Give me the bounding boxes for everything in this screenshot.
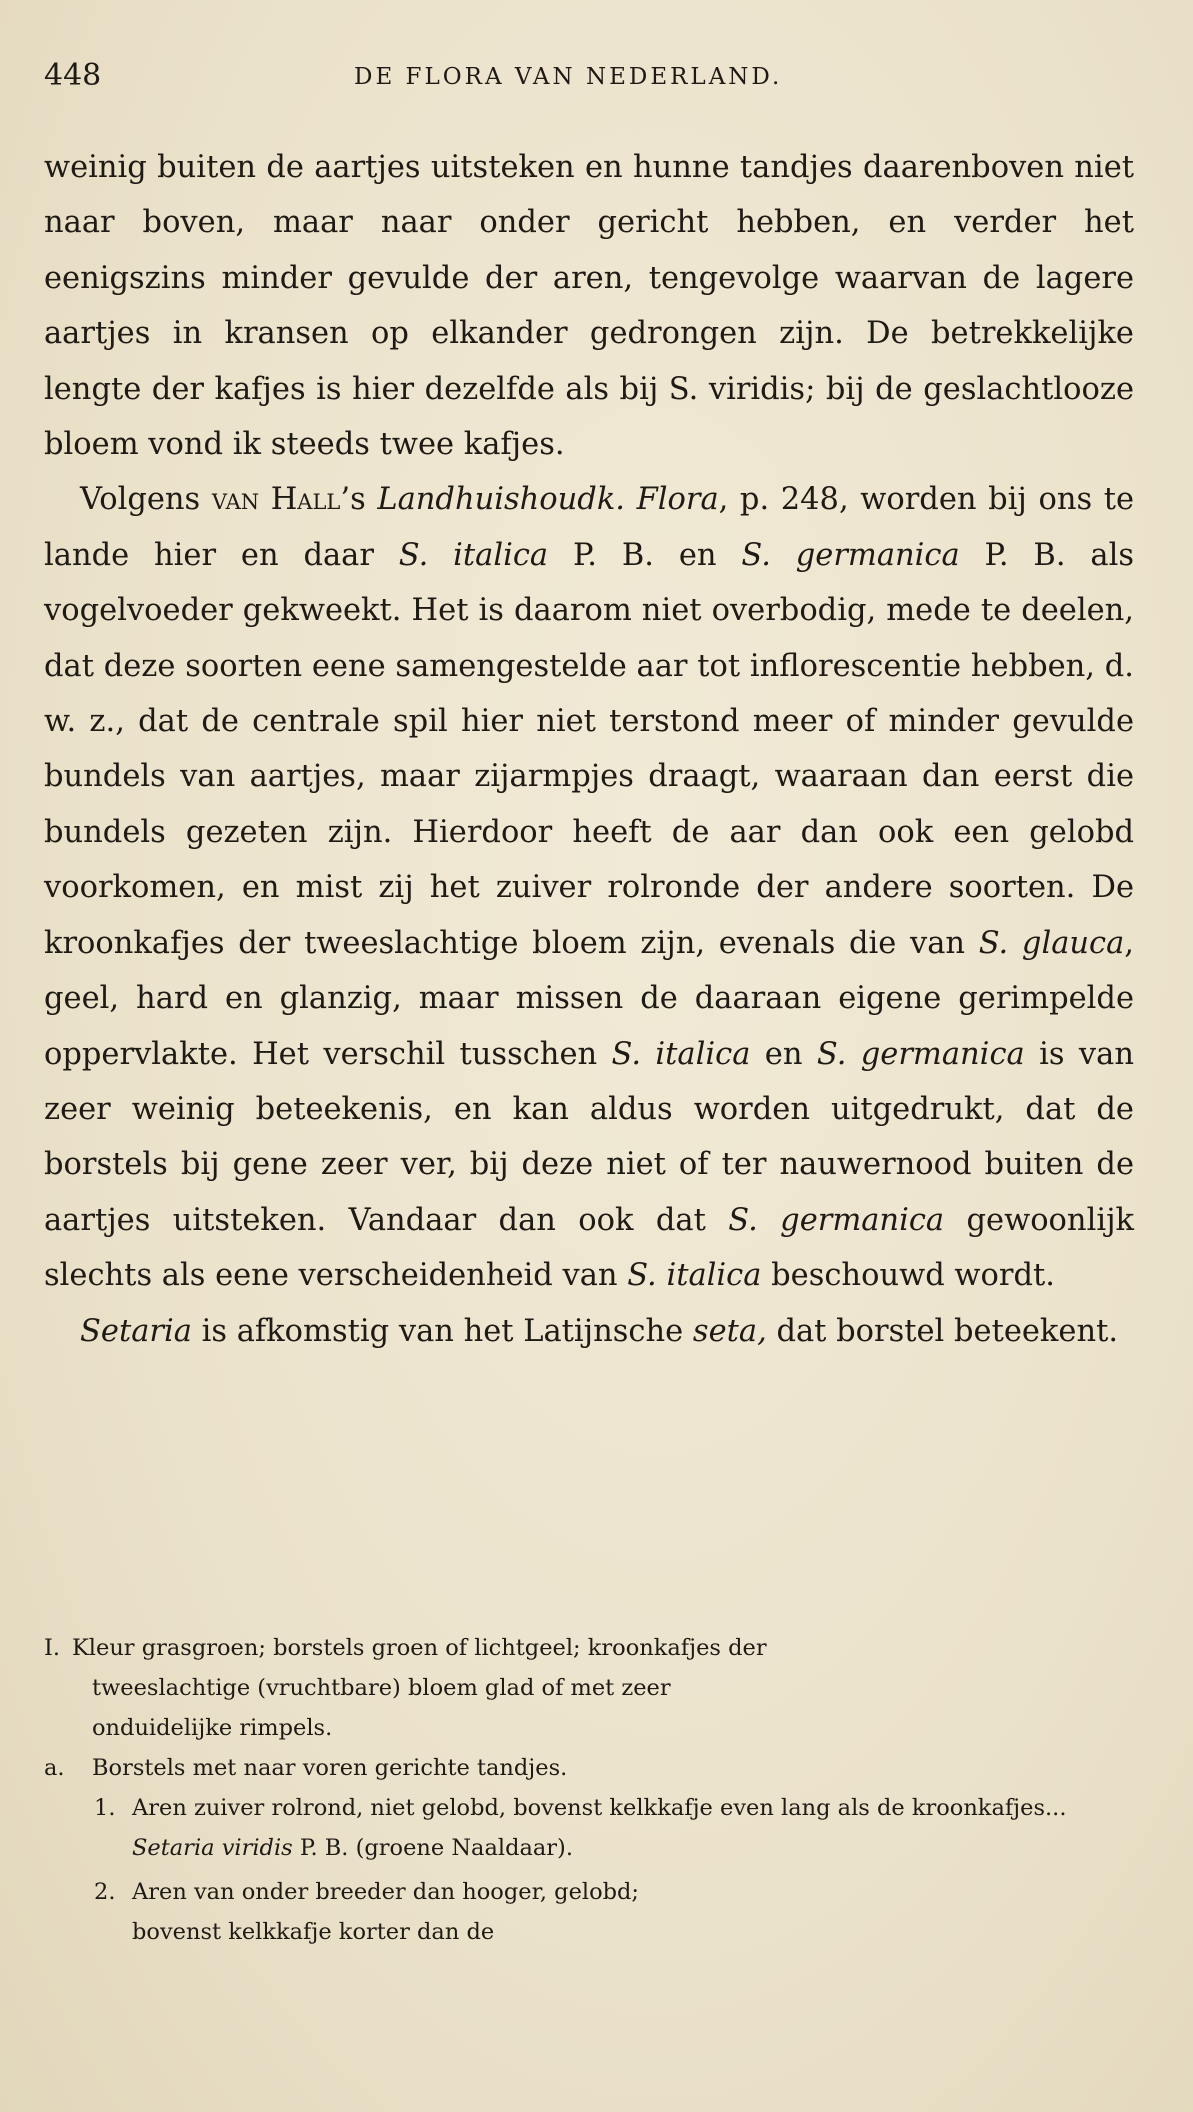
key-marker: I.	[44, 1635, 61, 1661]
key-text	[132, 1788, 1132, 1868]
author-name: van Hall	[211, 482, 341, 518]
key-entry-2	[44, 1872, 1134, 1952]
key-description: Aren zuiver rolrond, niet gelobd, bovenst kelkkafje even lang als de kroonkafjes...	[132, 1795, 1067, 1821]
key-text: Borstels met naar voren gerichte tandjes.	[92, 1755, 568, 1781]
species-name: S. germanica	[741, 537, 960, 573]
species-name: S. italica	[611, 1036, 751, 1072]
genus-name: Setaria	[80, 1313, 192, 1349]
species-name: S. germanica	[816, 1036, 1025, 1072]
key-marker: 2.	[94, 1879, 116, 1905]
species-name: S. glauca	[978, 925, 1125, 961]
paragraph-3	[44, 1304, 1134, 1359]
paragraph-2	[44, 472, 1134, 1303]
identification-key	[44, 1628, 1134, 1952]
key-marker: a.	[44, 1755, 65, 1781]
body-text	[44, 140, 1134, 1359]
p2-text: is van zeer weinig beteekenis, en kan aldus worden uitgedrukt, dat de borstels bij gene zeer ver, bij deze niet of ter nauwernood buiten de aartjes uitsteken. Vandaar dan ook dat	[44, 1036, 1134, 1238]
p2-text: P. B. als vogelvoeder gekweekt. Het is daarom niet overbodig, mede te deelen, dat deze soorten eene samengestelde aar tot inflorescentie hebben, d. w. z., dat de centrale spil hier niet terstond meer of minder gevulde bundels van aartjes, maar zijarmpjes draagt, waaraan dan eerst die bundels gezeten zijn. Hierdoor heeft de aar dan ook een gelobd voorkomen, en mist zij het zuiver rolronde der andere soorten. De kroonkafjes der tweeslachtige bloem zijn, evenals die van	[44, 537, 1134, 961]
species-name: S. germanica	[728, 1202, 945, 1238]
species-name: S. italica	[398, 537, 549, 573]
latin-word: seta,	[692, 1313, 767, 1349]
key-text: Kleur grasgroen; borstels groen of lichtgeel; kroonkafjes der tweeslachtige (vruchtbare) bloem glad of met zeer onduidelijke rimpels.	[72, 1635, 767, 1741]
species-name: S. italica	[627, 1258, 762, 1294]
key-text: Aren van onder breeder dan hooger, gelobd; bovenst kelkkafje korter dan de	[132, 1879, 640, 1945]
p2-text: en	[764, 1036, 803, 1072]
p2-text: Volgens	[80, 482, 201, 518]
p2-text: P. B. en	[572, 537, 717, 573]
page-number: 448	[44, 58, 102, 93]
page-header	[44, 58, 1134, 98]
p3-text: is afkomstig van het Latijnsche	[201, 1313, 684, 1349]
p2-text: , geel, hard en glanzig, maar missen de daaraan eigene gerimpelde oppervlakte. Het verschil tusschen	[44, 925, 1134, 1072]
key-author: P. B. (groene Naaldaar).	[299, 1835, 573, 1861]
running-title: DE FLORA VAN NEDERLAND.	[354, 64, 783, 90]
p2-text: beschouwd wordt.	[771, 1258, 1055, 1294]
book-title: Landhuishoudk. Flora	[377, 482, 719, 518]
p3-text: dat borstel beteekent.	[776, 1313, 1119, 1349]
p2-text: ’s	[340, 482, 366, 518]
key-entry-I	[44, 1628, 1134, 1748]
paragraph-1: weinig buiten de aartjes uitsteken en hunne tandjes daarenboven niet naar boven, maar naar onder gericht hebben, en verder het eenigszins minder gevulde der aren, tengevolge waarvan de lagere aartjes in kransen op elkander gedrongen zijn. De betrekkelijke lengte der kafjes is hier dezelfde als bij S. viridis; bij de geslachtlooze bloem vond ik steeds twee kafjes.	[44, 150, 1134, 463]
key-marker: 1.	[94, 1795, 116, 1821]
p2-text: , p. 248, worden bij ons te lande hier en daar	[44, 482, 1135, 573]
key-entry-1	[44, 1788, 1134, 1868]
p2-text: gewoonlijk slechts als eene verscheidenheid van	[44, 1202, 1135, 1294]
species-name: Setaria viridis	[132, 1835, 293, 1861]
key-entry-a	[44, 1748, 1134, 1788]
